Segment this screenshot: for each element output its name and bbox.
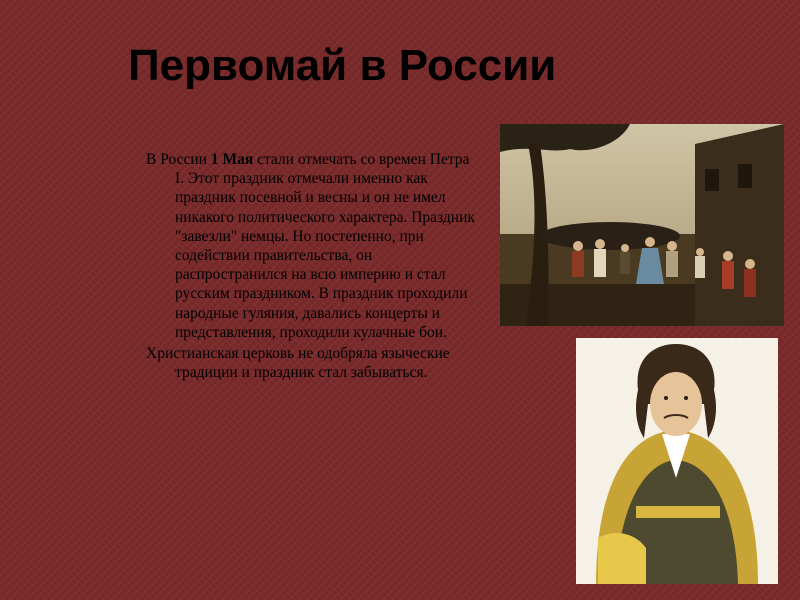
body-text bbox=[146, 150, 481, 382]
peter-portrait-image bbox=[576, 338, 778, 584]
p1-pre: В России bbox=[146, 151, 211, 168]
paragraph-church: Христианская церковь не одобряла языческие традиции и праздник стал забываться. bbox=[146, 345, 450, 382]
p1-date: 1 Мая bbox=[210, 151, 254, 168]
slide-title: Первомай в России bbox=[128, 41, 557, 90]
festival-painting-image bbox=[500, 124, 784, 326]
p1-post: стали отмечать со времен Петра I. Этот праздник отмечали именно как праздник посевной и весны и он не имел никакого политического характера. Праздник "завезли" немцы. Но постепенно, при содействии правительства, он распространился на всю империю и стал русским праздником. В праздник проходили народные гуляния, давались концерты и представления, проходили кулачные бои. bbox=[175, 151, 475, 341]
paragraph-history bbox=[146, 150, 481, 342]
